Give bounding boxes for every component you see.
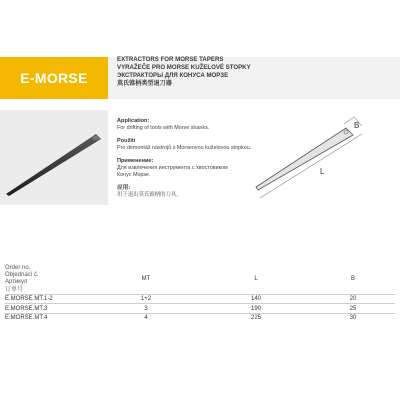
yingyong-heading: 应用: [117, 185, 131, 191]
description-block [117, 118, 252, 205]
dimension-l-label: L [320, 167, 325, 176]
title-en: EXTRACTORS FOR MORSE TAPERS [117, 56, 224, 63]
extractor-photo-icon [0, 110, 108, 205]
b-cell: 20 [311, 294, 395, 304]
dimension-l-line [260, 134, 362, 198]
l-cell: 190 [201, 304, 311, 314]
header-order-ru: Артикул [5, 279, 28, 286]
technical-drawing [250, 112, 390, 207]
header-order-en: Order no. [5, 265, 31, 271]
primenenie-text-1: Для извлечения инструмента с хвостовиком [117, 165, 228, 171]
application-heading: Application: [117, 118, 150, 124]
header-order-cz: Objednací č. [5, 272, 39, 279]
pouziti-heading: Použití [117, 138, 136, 144]
product-titles [117, 56, 397, 88]
product-code-banner [0, 57, 108, 99]
table-header-row [5, 265, 395, 294]
primenenie-text-2: Конус Морзе. [117, 172, 151, 178]
order-cell: E.MORSE.MT.1-2 [5, 294, 91, 304]
table-row [5, 294, 395, 304]
title-cz: VYRAŽEČE PRO MORSE KUŽELOVÉ STOPKY [117, 64, 251, 71]
yingyong-text: 用于退出莫氏锥柄的刀具。 [117, 192, 182, 198]
table-row [5, 313, 395, 322]
header-order [5, 265, 91, 294]
header-l: L [254, 276, 258, 283]
title-ru: ЭКСТРАКТОРЫ ДЛЯ КОНУСА МОРЗЕ [117, 72, 229, 79]
b-cell: 30 [311, 313, 395, 322]
header-order-cn: 订单号 [5, 286, 24, 293]
application-text: For drifting of tools with Morse shanks. [117, 125, 210, 131]
l-cell: 140 [201, 294, 311, 304]
spec-table [5, 265, 395, 322]
order-cell: E.MORSE.MT.3 [5, 304, 91, 314]
header-mt: MT [141, 276, 151, 283]
product-code: E-MORSE [20, 70, 88, 86]
b-cell: 25 [311, 304, 395, 314]
title-cn: 莫氏锥柄类型退刀器 [117, 80, 172, 87]
mt-cell: 1+2 [91, 294, 201, 304]
pouziti-text: Pro demontáž nástrojů s Morseovou kuželovou stopkou. [117, 145, 252, 151]
extractor-outline [256, 128, 353, 190]
order-cell: E.MORSE.MT.4 [5, 313, 91, 322]
primenenie-heading: Применение: [117, 158, 154, 164]
l-cell: 225 [201, 313, 311, 322]
mt-cell: 4 [91, 313, 201, 322]
mt-cell: 3 [91, 304, 201, 314]
dimension-b-ext [344, 117, 354, 124]
table-row [5, 304, 395, 314]
product-photo [0, 110, 108, 205]
dimension-b-label: B [354, 121, 360, 130]
header-b: B [350, 276, 355, 283]
